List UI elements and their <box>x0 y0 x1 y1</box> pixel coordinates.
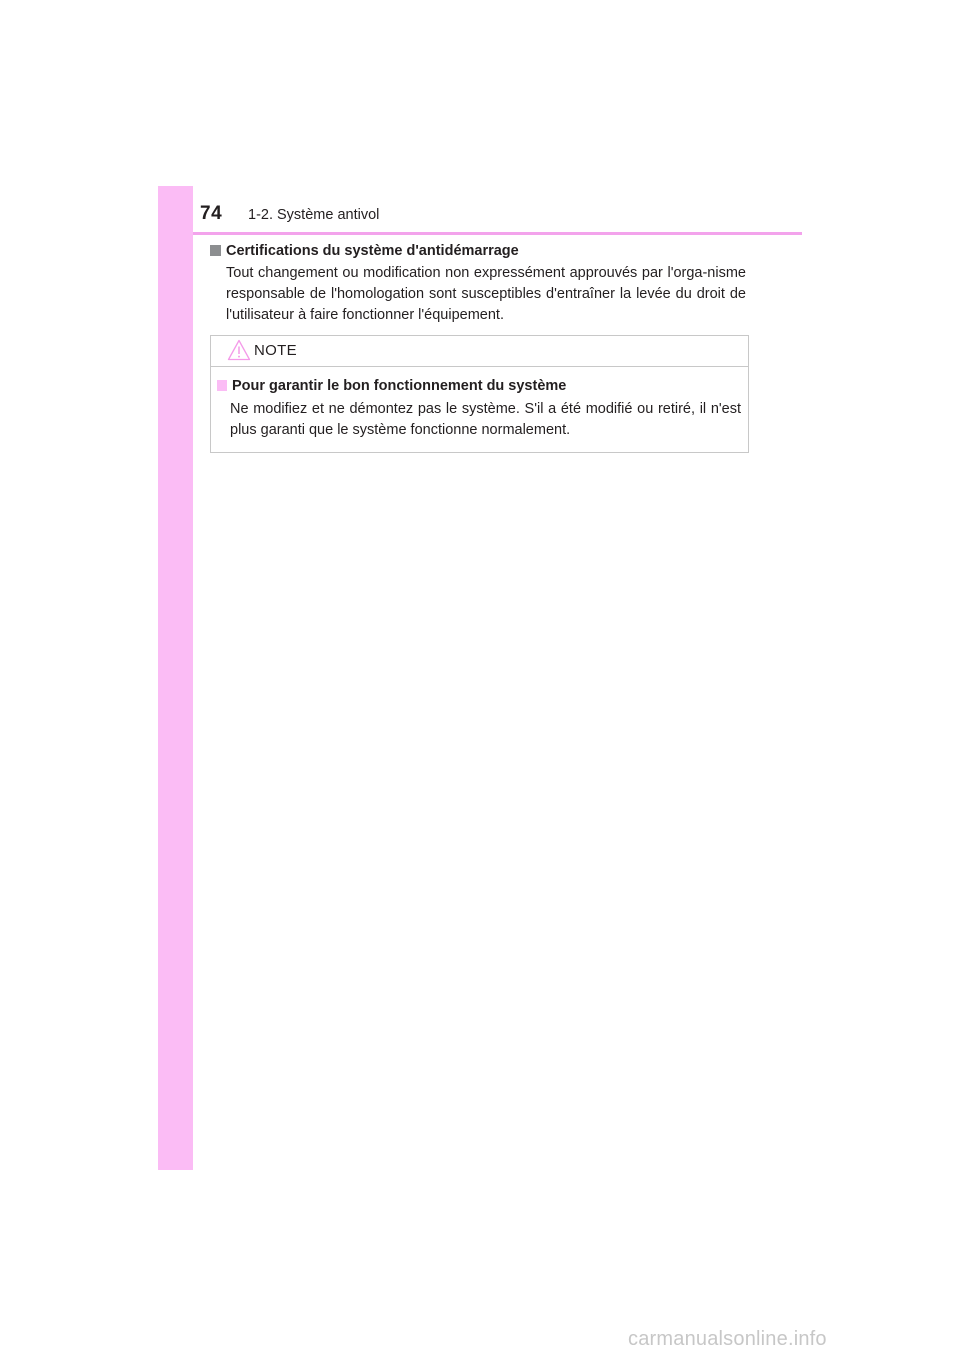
square-bullet-icon <box>217 380 227 391</box>
note-label: NOTE <box>254 342 297 359</box>
note-heading-text: Pour garantir le bon fonctionnement du système <box>232 378 567 394</box>
note-header <box>211 336 748 367</box>
header-rule <box>193 232 802 235</box>
chapter-side-tab <box>158 186 193 1170</box>
page-number: 74 <box>200 203 223 224</box>
warning-triangle-icon <box>227 339 251 361</box>
certifications-heading <box>210 243 519 259</box>
note-paragraph: Ne modifiez et ne démontez pas le système. S'il a été modifié ou retiré, il n'est plus garanti que le système fonctionne normalement. <box>230 401 741 438</box>
note-box <box>210 335 749 453</box>
note-heading <box>217 378 566 394</box>
certifications-heading-text: Certifications du système d'antidémarrage <box>226 243 519 259</box>
watermark: carmanualsonline.info <box>628 1328 827 1350</box>
certifications-paragraph: Tout changement ou modification non expressément approuvés par l'orga-nisme responsable de l'homologation sont susceptibles d'entraîner la levée du droit de l'utilisateur à faire fonctionner l'équipement. <box>226 265 746 323</box>
square-bullet-icon <box>210 245 221 256</box>
section-title: 1-2. Système antivol <box>248 207 380 223</box>
